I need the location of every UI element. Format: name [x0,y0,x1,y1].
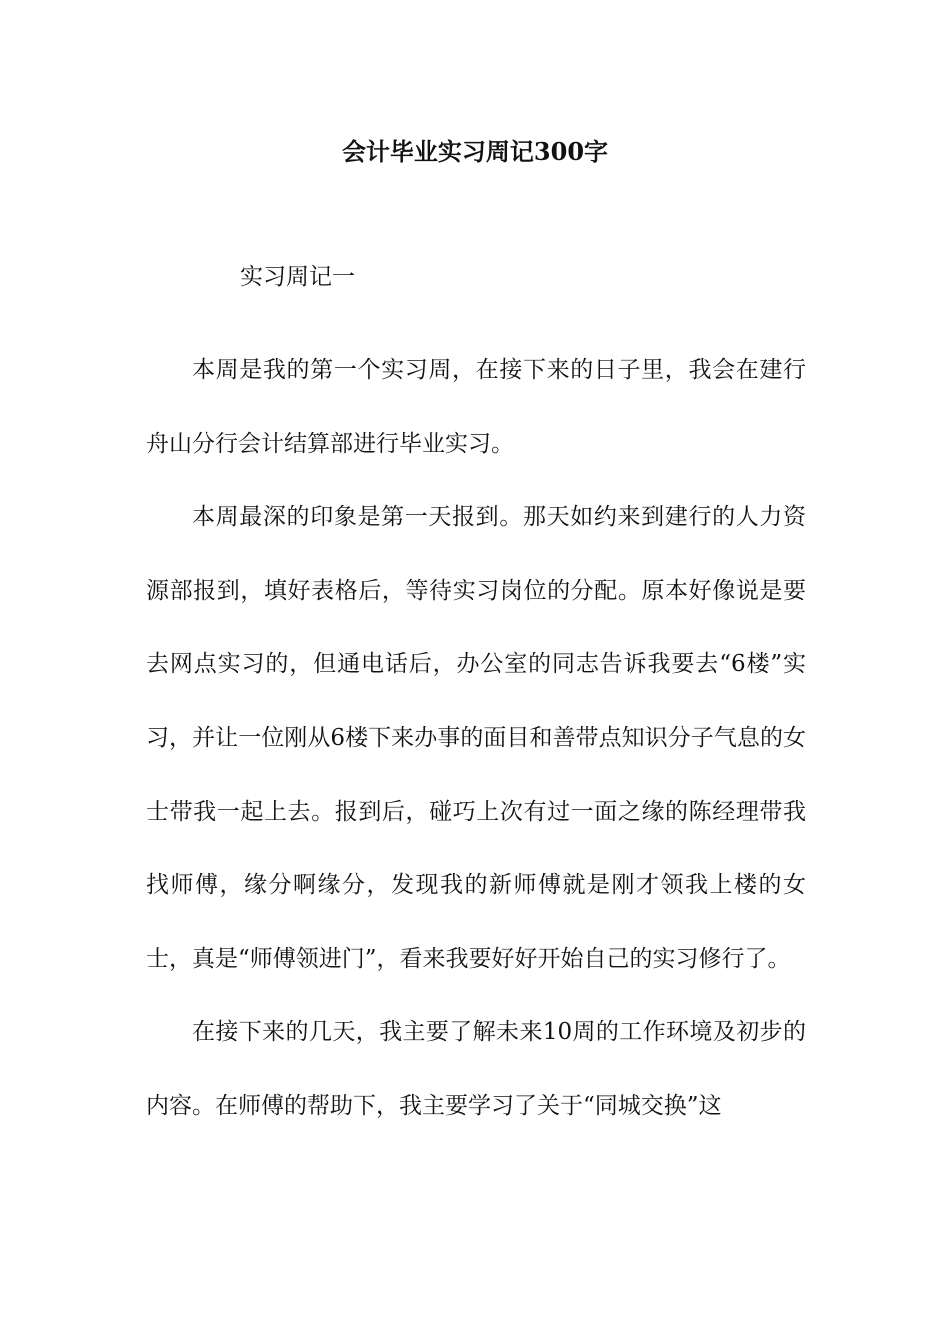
paragraph-3: 在接下来的几天，我主要了解未来10周的工作环境及初步的内容。在师傅的帮助下，我主要学习了关于“同城交换”这 [146,1019,806,1119]
document-title: 会计毕业实习周记300字 [341,137,609,166]
paragraph-2: 本周最深的印象是第一天报到。那天如约来到建行的人力资源部报到，填好表格后，等待实习岗位的分配。原本好像说是要去网点实习的，但通电话后，办公室的同志告诉我要去“6楼”实习，并让一位刚从6楼下来办事的面目和善带点知识分子气息的女士带我一起上去。报到后，碰巧上次有过一面之缘的陈经理带我找师傅，缘分啊缘分，发现我的新师傅就是刚才领我上楼的女士，真是“师傅领进门”，看来我要好好开始自己的实习修行了。 [146,504,806,972]
document-body [146,334,806,1144]
section-heading: 实习周记一 [240,264,355,290]
paragraph-1: 本周是我的第一个实习周，在接下来的日子里，我会在建行舟山分行会计结算部进行毕业实习。 [146,357,806,457]
